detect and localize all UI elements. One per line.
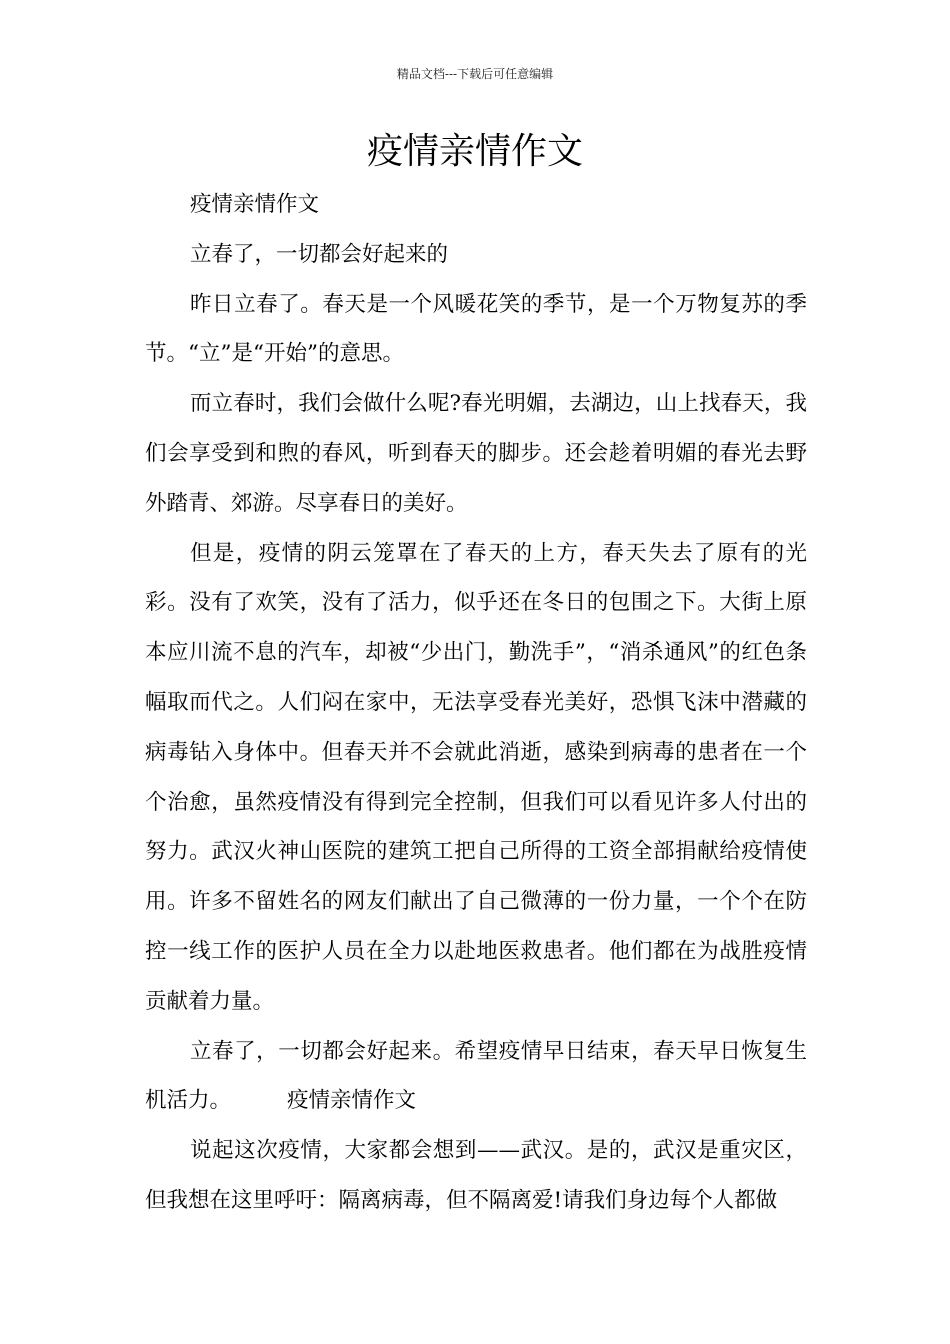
paragraph-heading: 立春了，一切都会好起来的 <box>190 241 449 267</box>
paragraph: 但是，疫情的阴云笼罩在了春天的上方，春天失去了原有的光彩。没有了欢笑，没有了活力，似乎还在冬日的包围之下。大街上原本应川流不息的汽车，却被“少出门，勤洗手”，“消杀通风”的红色条幅取而代之。人们闷在家中，无法享受春光美好，恐惧飞沫中潜藏的病毒钻入身体中。但春天并不会就此消逝，感染到病毒的患者在一个个治愈，虽然疫情没有得到完全控制，但我们可以看见许多人付出的努力。武汉火神山医院的建筑工把自己所得的工资全部捐献给疫情使用。许多不留姓名的网友们献出了自己微薄的一份力量，一个个在防控一线工作的医护人员在全力以赴地医救患者。他们都在为战胜疫情贡献着力量。 <box>145 540 807 1014</box>
paragraph-text: 立春了，一切都会好起来。希望疫情早日结束，春天早日恢复生机活力。 <box>145 1038 807 1114</box>
paragraph-mixed <box>145 1027 807 1127</box>
paragraph: 昨日立春了。春天是一个风暖花笑的季节，是一个万物复苏的季节。“立”是“开始”的意思。 <box>145 291 807 367</box>
document-title: 疫情亲情作文 <box>366 131 583 172</box>
paragraph: 说起这次疫情，大家都会想到——武汉。是的，武汉是重灾区，但我想在这里呼吁：隔离病毒，但不隔离爱!请我们身边每个人都做 <box>145 1138 807 1213</box>
page-header: 精品文档---下载后可任意编辑 <box>396 67 554 81</box>
paragraph: 而立春时，我们会做什么呢?春光明媚，去湖边，山上找春天，我们会享受到和煦的春风，听到春天的脚步。还会趁着明媚的春光去野外踏青、郊游。尽享春日的美好。 <box>145 391 807 516</box>
inline-section-title: 疫情亲情作文 <box>287 1088 417 1114</box>
paragraph-subtitle: 疫情亲情作文 <box>190 192 320 217</box>
document-body <box>145 180 807 1226</box>
